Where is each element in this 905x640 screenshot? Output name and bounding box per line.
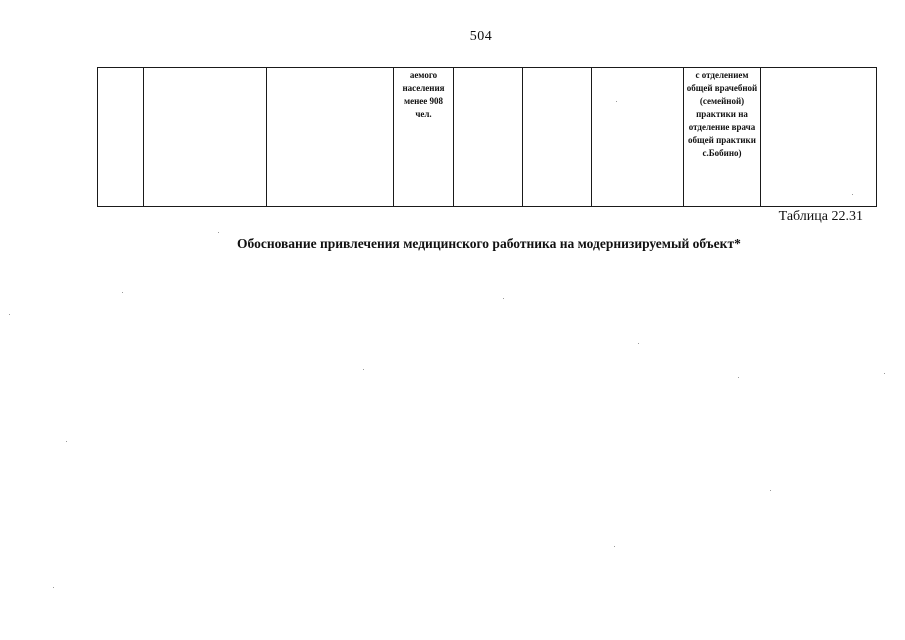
- scan-speck: [614, 546, 615, 547]
- table-cell: [454, 68, 523, 207]
- scan-speck: [616, 101, 617, 102]
- section-title: Обоснование привлечения медицинского работника на модернизируемый объект*: [237, 236, 741, 251]
- scan-speck: [218, 232, 219, 233]
- scan-speck: [66, 441, 67, 442]
- table-cell: [761, 68, 877, 207]
- continuation-table: [97, 67, 877, 207]
- table-caption: Таблица 22.31: [778, 209, 863, 224]
- scan-speck: [9, 314, 10, 315]
- scan-speck: [122, 292, 123, 293]
- table-cell: [144, 68, 267, 207]
- scan-speck: [638, 343, 639, 344]
- scan-speck: [53, 587, 54, 588]
- scan-speck: [503, 298, 504, 299]
- scan-speck: [770, 490, 771, 491]
- table-cell: [267, 68, 394, 207]
- scan-speck: [884, 373, 885, 374]
- scan-speck: [363, 369, 364, 370]
- table-cell: [98, 68, 144, 207]
- table-cell: [592, 68, 684, 207]
- page-number: 504: [469, 29, 493, 44]
- scan-speck: [852, 194, 853, 195]
- table-cell: аемого населения менее 908 чел.: [394, 68, 454, 207]
- scan-speck: [738, 377, 739, 378]
- table-cell: с отделением общей врачебной (семейной) практики на отделение врача общей практики с.Бобино): [684, 68, 761, 207]
- table-cell: [523, 68, 592, 207]
- table-row: [98, 68, 877, 207]
